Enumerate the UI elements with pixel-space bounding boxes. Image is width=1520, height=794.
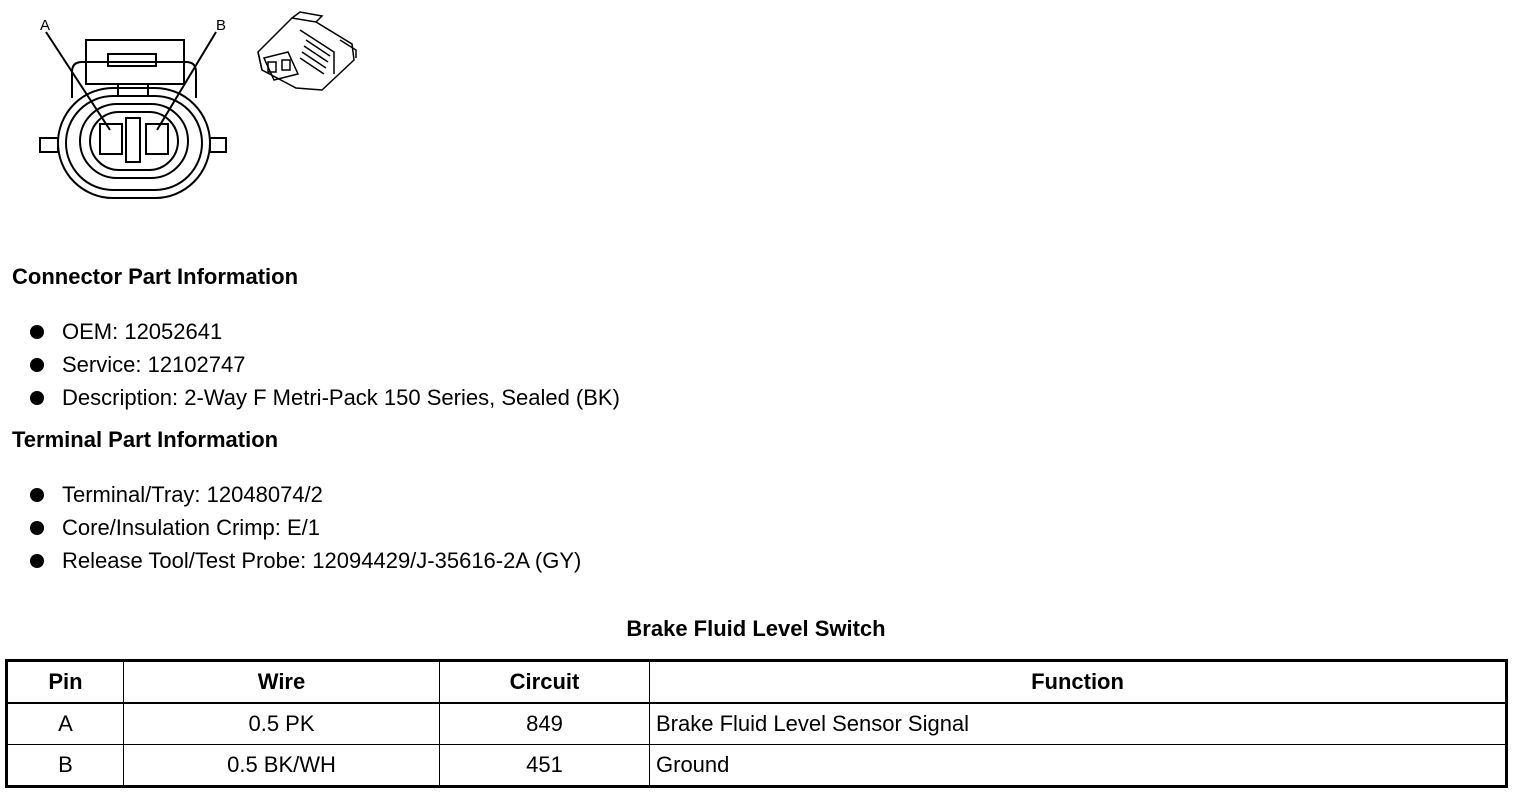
header-pin: Pin: [7, 661, 124, 704]
bullet-icon: [30, 325, 44, 339]
terminal-part-info-heading: Terminal Part Information: [12, 427, 279, 452]
cell-pin: A: [7, 703, 124, 745]
connector-diagram: [0, 0, 380, 220]
bullet-icon: [30, 488, 44, 502]
pin-table: [5, 659, 1508, 788]
connector-part-info-list: [30, 315, 620, 414]
table-row: [7, 703, 1507, 745]
table-header-row: [7, 661, 1507, 704]
connector-part-info-heading: Connector Part Information: [12, 264, 299, 289]
bullet-icon: [30, 554, 44, 568]
terminal-part-info-list: [30, 478, 581, 577]
bullet-icon: [30, 391, 44, 405]
list-item: Terminal/Tray: 12048074/2: [30, 478, 581, 511]
cell-function: Ground: [650, 745, 1507, 787]
cell-wire: 0.5 BK/WH: [124, 745, 440, 787]
list-item: Service: 12102747: [30, 348, 620, 381]
header-wire: Wire: [124, 661, 440, 704]
cell-wire: 0.5 PK: [124, 703, 440, 745]
list-item: Core/Insulation Crimp: E/1: [30, 511, 581, 544]
bullet-icon: [30, 358, 44, 372]
pin-label-b: B: [216, 17, 227, 34]
cell-circuit: 451: [440, 745, 650, 787]
cell-function: Brake Fluid Level Sensor Signal: [650, 703, 1507, 745]
pin-label-a: A: [40, 17, 51, 34]
cell-circuit: 849: [440, 703, 650, 745]
bullet-icon: [30, 521, 44, 535]
connector-isometric-icon: [258, 12, 356, 90]
list-item: Description: 2-Way F Metri-Pack 150 Series, Sealed (BK): [30, 381, 620, 414]
cell-pin: B: [7, 745, 124, 787]
header-function: Function: [650, 661, 1507, 704]
table-title: Brake Fluid Level Switch: [626, 616, 886, 641]
table-row: [7, 745, 1507, 787]
header-circuit: Circuit: [440, 661, 650, 704]
cavity-a: [100, 124, 122, 154]
list-item: Release Tool/Test Probe: 12094429/J-35616-2A (GY): [30, 544, 581, 577]
list-item: OEM: 12052641: [30, 315, 620, 348]
